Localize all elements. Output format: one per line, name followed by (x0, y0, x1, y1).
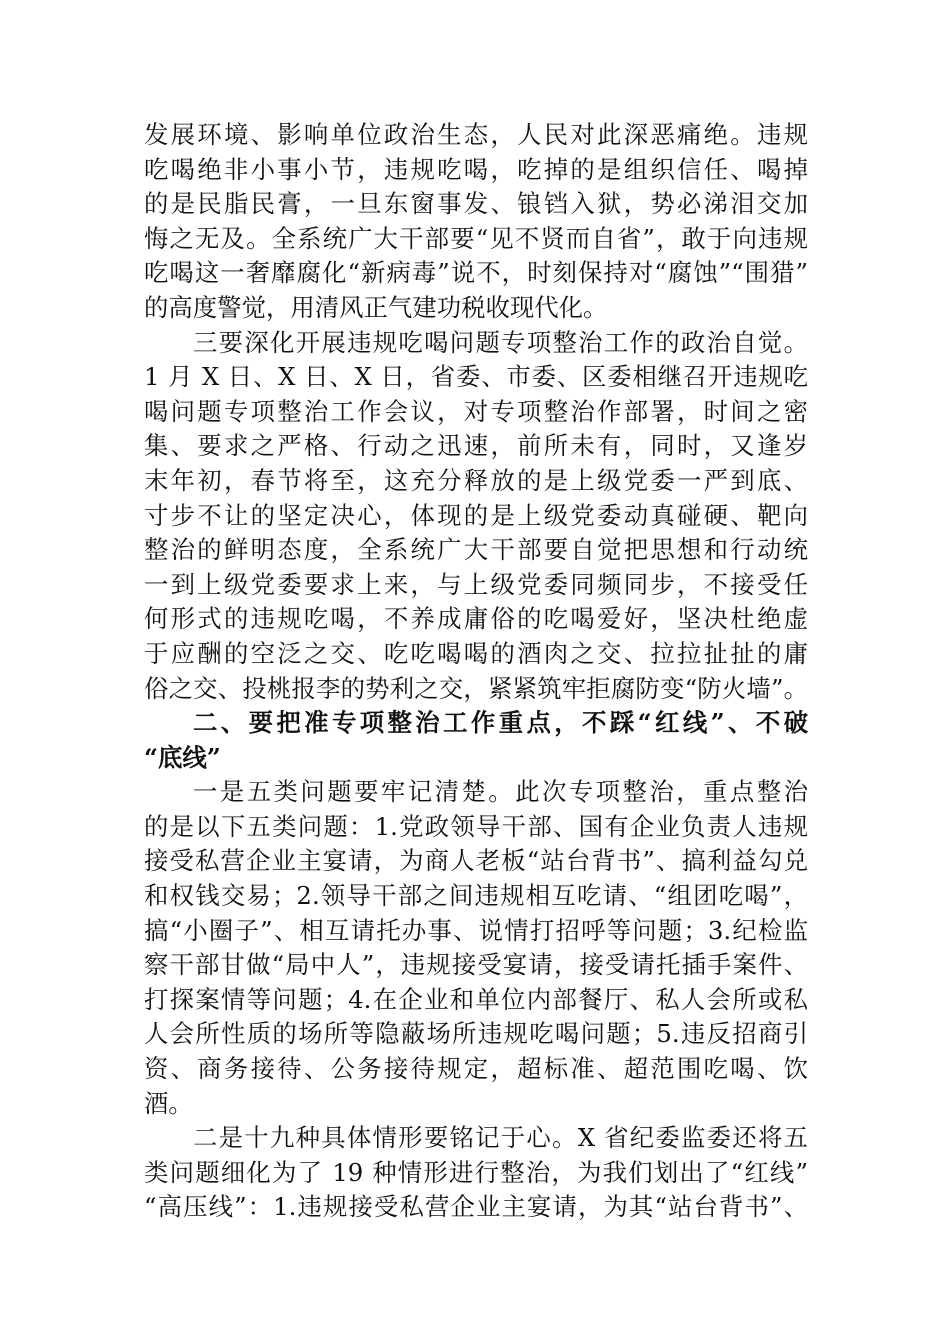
text-line: 吃喝这一奢靡腐化“新病毒”说不，时刻保持对“腐蚀”“围猎” (144, 258, 808, 288)
text-line: 1 月 X 日、X 日、X 日，省委、市委、区委相继召开违规吃 (144, 362, 808, 392)
text-line: 一到上级党委要求上来，与上级党委同频同步，不接受任 (144, 569, 808, 599)
text-line: 喝问题专项整治工作会议，对专项整治作部署，时间之密 (144, 396, 808, 426)
text-line: 整治的鲜明态度，全系统广大干部要自觉把思想和行动统 (144, 535, 808, 565)
text-line: 接受私营企业主宴请，为商人老板“站台背书”、搞利益勾兑 (144, 846, 808, 876)
text-line: 类问题细化为了 19 种情形进行整治，为我们划出了“红线” (144, 1157, 808, 1187)
text-line: 集、要求之严格、行动之迅速，前所未有，同时，又逢岁 (144, 431, 808, 461)
text-line: 三要深化开展违规吃喝问题专项整治工作的政治自觉。 (193, 327, 808, 357)
text-line: 的高度警觉，用清风正气建功税收现代化。 (144, 292, 608, 322)
text-line: 察干部甘做“局中人”，违规接受宴请，接受请托插手案件、 (144, 950, 808, 980)
text-line: 发展环境、影响单位政治生态，人民对此深恶痛绝。违规 (144, 120, 808, 149)
section-heading-line: “底线” (144, 742, 221, 772)
text-line: 于应酬的空泛之交、吃吃喝喝的酒肉之交、拉拉扯扯的庸 (144, 638, 808, 668)
text-line: 何形式的违规吃喝，不养成庸俗的吃喝爱好，坚决杜绝虚 (144, 604, 808, 634)
text-line: 吃喝绝非小事小节，违规吃喝，吃掉的是组织信任、喝掉 (144, 154, 808, 184)
text-line: 人会所性质的场所等隐蔽场所违规吃喝问题；5.违反招商引 (144, 1019, 808, 1049)
text-line: 和权钱交易；2.领导干部之间违规相互吃请、“组团吃喝”， (144, 881, 808, 911)
text-line: 一是五类问题要牢记清楚。此次专项整治，重点整治 (193, 777, 808, 807)
body-text (144, 118, 808, 1225)
text-line: 寸步不让的坚定决心，体现的是上级党委动真碰硬、靶向 (144, 500, 808, 530)
text-line: 的是以下五类问题：1.党政领导干部、国有企业负责人违规 (144, 811, 808, 841)
text-line: 俗之交、投桃报李的势利之交，紧紧筑牢拒腐防变“防火墙”。 (144, 673, 808, 703)
text-line: 的是民脂民膏，一旦东窗事发、锒铛入狱，势必涕泪交加 (144, 189, 808, 219)
text-line: 打探案情等问题；4.在企业和单位内部餐厅、私人会所或私 (144, 984, 808, 1014)
text-line: 酒。 (144, 1088, 193, 1118)
text-line: 搞“小圈子”、相互请托办事、说情打招呼等问题；3.纪检监 (144, 915, 808, 945)
text-line: “高压线”：1.违规接受私营企业主宴请，为其“站台背书”、 (144, 1192, 808, 1222)
text-line: 悔之无及。全系统广大干部要“见不贤而自省”，敢于向违规 (144, 223, 808, 253)
text-line: 资、商务接待、公务接待规定，超标准、超范围吃喝、饮 (144, 1054, 808, 1084)
text-line: 末年初，春节将至，这充分释放的是上级党委一严到底、 (144, 465, 808, 495)
section-heading-line: 二、要把准专项整治工作重点，不踩“红线”、不破 (193, 708, 808, 738)
text-line: 二是十九种具体情形要铭记于心。X 省纪委监委还将五 (193, 1123, 808, 1153)
